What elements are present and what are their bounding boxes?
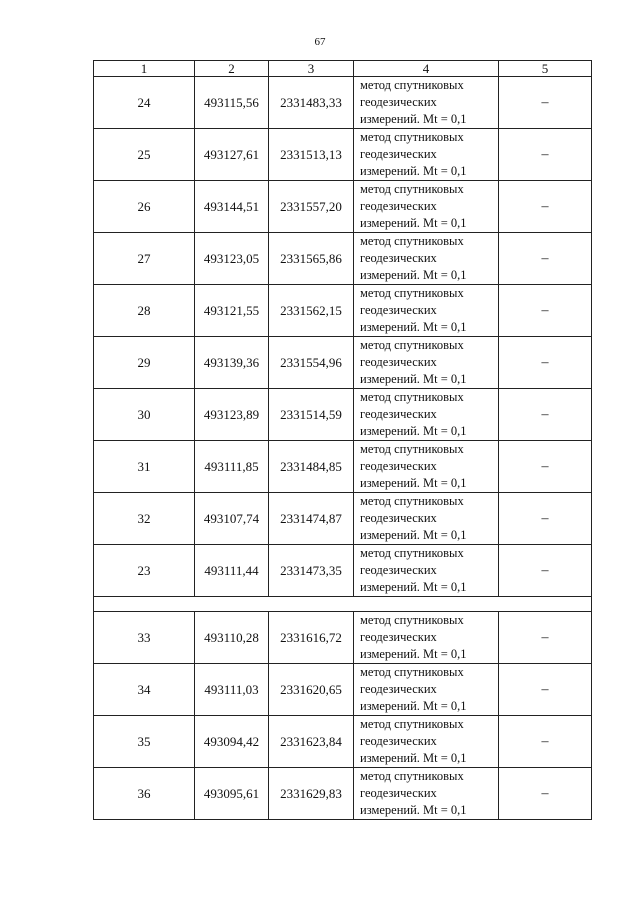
method-text-line: измерений. Mt = 0,1 — [360, 751, 467, 765]
y-coordinate-cell: 2331557,20 — [269, 181, 354, 233]
y-coordinate-cell: 2331629,83 — [269, 768, 354, 820]
method-cell — [354, 768, 499, 820]
method-text-line: измерений. Mt = 0,1 — [360, 803, 467, 817]
column5-cell: – — [499, 612, 592, 664]
method-text-line: метод спутниковых — [360, 442, 464, 456]
method-text-line: метод спутниковых — [360, 769, 464, 783]
method-text-line: метод спутниковых — [360, 234, 464, 248]
column5-cell: – — [499, 493, 592, 545]
method-text-line: геодезических — [360, 786, 437, 800]
method-cell — [354, 441, 499, 493]
table-row — [94, 285, 592, 337]
method-text-line: геодезических — [360, 563, 437, 577]
column5-cell: – — [499, 233, 592, 285]
x-coordinate-cell: 493123,05 — [195, 233, 269, 285]
method-cell — [354, 233, 499, 285]
method-text-line: геодезических — [360, 407, 437, 421]
y-coordinate-cell: 2331616,72 — [269, 612, 354, 664]
method-text-line: метод спутниковых — [360, 130, 464, 144]
column5-cell: – — [499, 129, 592, 181]
method-text-line: метод спутниковых — [360, 78, 464, 92]
point-number-cell: 30 — [94, 389, 195, 441]
method-text-line: метод спутниковых — [360, 717, 464, 731]
page-number: 67 — [314, 36, 326, 48]
column5-cell: – — [499, 441, 592, 493]
x-coordinate-cell: 493144,51 — [195, 181, 269, 233]
method-text-line: метод спутниковых — [360, 665, 464, 679]
table-row — [94, 493, 592, 545]
point-number-cell: 27 — [94, 233, 195, 285]
column-header: 1 — [94, 61, 195, 77]
column5-cell: – — [499, 768, 592, 820]
y-coordinate-cell: 2331562,15 — [269, 285, 354, 337]
column-header: 5 — [499, 61, 592, 77]
method-text-line: геодезических — [360, 147, 437, 161]
point-number-cell: 23 — [94, 545, 195, 597]
table-row — [94, 664, 592, 716]
method-text-line: геодезических — [360, 199, 437, 213]
x-coordinate-cell: 493107,74 — [195, 493, 269, 545]
method-text-line: измерений. Mt = 0,1 — [360, 424, 467, 438]
method-text-line: геодезических — [360, 630, 437, 644]
method-cell — [354, 285, 499, 337]
x-coordinate-cell: 493115,56 — [195, 77, 269, 129]
method-text-line: измерений. Mt = 0,1 — [360, 699, 467, 713]
table-row — [94, 389, 592, 441]
y-coordinate-cell: 2331484,85 — [269, 441, 354, 493]
y-coordinate-cell: 2331474,87 — [269, 493, 354, 545]
table-row — [94, 181, 592, 233]
method-text-line: измерений. Mt = 0,1 — [360, 476, 467, 490]
method-text-line: измерений. Mt = 0,1 — [360, 268, 467, 282]
table-row — [94, 612, 592, 664]
method-text-line: геодезических — [360, 95, 437, 109]
table-row — [94, 441, 592, 493]
method-text-line: измерений. Mt = 0,1 — [360, 372, 467, 386]
x-coordinate-cell: 493139,36 — [195, 337, 269, 389]
method-text-line: измерений. Mt = 0,1 — [360, 216, 467, 230]
method-cell — [354, 181, 499, 233]
column5-cell: – — [499, 181, 592, 233]
y-coordinate-cell: 2331554,96 — [269, 337, 354, 389]
table-header-row — [94, 61, 592, 77]
point-number-cell: 34 — [94, 664, 195, 716]
method-text-line: метод спутниковых — [360, 494, 464, 508]
column5-cell: – — [499, 716, 592, 768]
coordinates-table — [93, 60, 592, 820]
point-number-cell: 35 — [94, 716, 195, 768]
x-coordinate-cell: 493095,61 — [195, 768, 269, 820]
x-coordinate-cell: 493111,44 — [195, 545, 269, 597]
table-row — [94, 545, 592, 597]
y-coordinate-cell: 2331483,33 — [269, 77, 354, 129]
point-number-cell: 26 — [94, 181, 195, 233]
method-text-line: метод спутниковых — [360, 338, 464, 352]
x-coordinate-cell: 493094,42 — [195, 716, 269, 768]
point-number-cell: 31 — [94, 441, 195, 493]
method-cell — [354, 545, 499, 597]
column5-cell: – — [499, 77, 592, 129]
y-coordinate-cell: 2331565,86 — [269, 233, 354, 285]
column5-cell: – — [499, 664, 592, 716]
x-coordinate-cell: 493111,03 — [195, 664, 269, 716]
method-text-line: метод спутниковых — [360, 390, 464, 404]
point-number-cell: 24 — [94, 77, 195, 129]
method-cell — [354, 337, 499, 389]
x-coordinate-cell: 493123,89 — [195, 389, 269, 441]
column-header: 3 — [269, 61, 354, 77]
method-cell — [354, 129, 499, 181]
method-text-line: геодезических — [360, 682, 437, 696]
column-header: 4 — [354, 61, 499, 77]
x-coordinate-cell: 493121,55 — [195, 285, 269, 337]
y-coordinate-cell: 2331473,35 — [269, 545, 354, 597]
table-row — [94, 768, 592, 820]
method-text-line: метод спутниковых — [360, 182, 464, 196]
method-text-line: геодезических — [360, 511, 437, 525]
x-coordinate-cell: 493111,85 — [195, 441, 269, 493]
point-number-cell: 25 — [94, 129, 195, 181]
column-header: 2 — [195, 61, 269, 77]
method-cell — [354, 716, 499, 768]
point-number-cell: 33 — [94, 612, 195, 664]
method-text-line: измерений. Mt = 0,1 — [360, 320, 467, 334]
column5-cell: – — [499, 389, 592, 441]
method-text-line: измерений. Mt = 0,1 — [360, 112, 467, 126]
y-coordinate-cell: 2331513,13 — [269, 129, 354, 181]
table-row — [94, 337, 592, 389]
y-coordinate-cell: 2331623,84 — [269, 716, 354, 768]
method-text-line: метод спутниковых — [360, 286, 464, 300]
table-row — [94, 77, 592, 129]
method-text-line: геодезических — [360, 459, 437, 473]
method-cell — [354, 493, 499, 545]
section-separator-row — [94, 597, 592, 612]
section-separator-cell — [94, 597, 592, 612]
method-text-line: геодезических — [360, 734, 437, 748]
method-text-line: геодезических — [360, 303, 437, 317]
x-coordinate-cell: 493110,28 — [195, 612, 269, 664]
point-number-cell: 32 — [94, 493, 195, 545]
table-row — [94, 716, 592, 768]
method-cell — [354, 77, 499, 129]
method-cell — [354, 612, 499, 664]
column5-cell: – — [499, 337, 592, 389]
method-text-line: измерений. Mt = 0,1 — [360, 164, 467, 178]
x-coordinate-cell: 493127,61 — [195, 129, 269, 181]
point-number-cell: 36 — [94, 768, 195, 820]
method-text-line: измерений. Mt = 0,1 — [360, 647, 467, 661]
method-text-line: метод спутниковых — [360, 546, 464, 560]
column5-cell: – — [499, 285, 592, 337]
column5-cell: – — [499, 545, 592, 597]
method-text-line: метод спутниковых — [360, 613, 464, 627]
table-row — [94, 233, 592, 285]
table-body — [94, 77, 592, 820]
method-text-line: геодезических — [360, 251, 437, 265]
method-cell — [354, 389, 499, 441]
method-text-line: измерений. Mt = 0,1 — [360, 580, 467, 594]
point-number-cell: 29 — [94, 337, 195, 389]
table-row — [94, 129, 592, 181]
point-number-cell: 28 — [94, 285, 195, 337]
method-text-line: геодезических — [360, 355, 437, 369]
y-coordinate-cell: 2331514,59 — [269, 389, 354, 441]
method-text-line: измерений. Mt = 0,1 — [360, 528, 467, 542]
y-coordinate-cell: 2331620,65 — [269, 664, 354, 716]
method-cell — [354, 664, 499, 716]
